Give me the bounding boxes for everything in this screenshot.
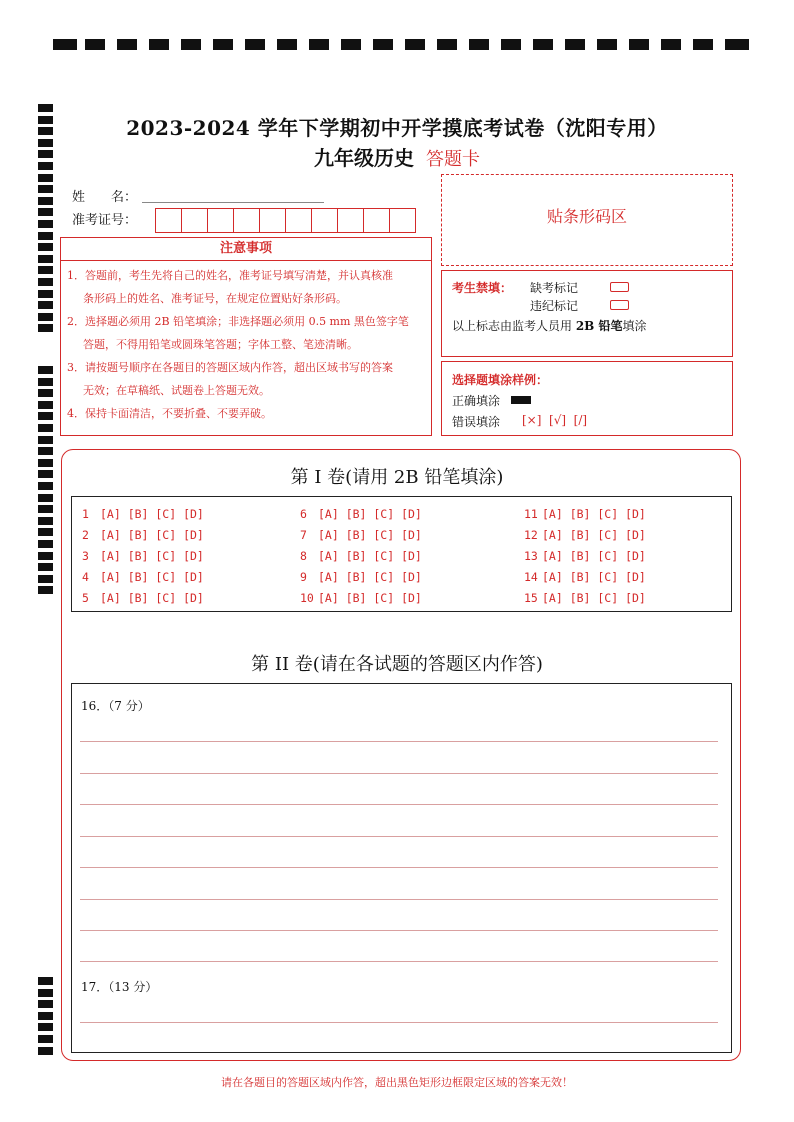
id-digit-box[interactable] — [363, 208, 390, 233]
mcq-item[interactable] — [524, 528, 646, 542]
timing-mark — [38, 220, 53, 228]
mcq-number: 3 — [82, 549, 89, 563]
id-digit-box[interactable] — [155, 208, 182, 233]
page-title: 2023-2024 学年下学期初中开学摸底考试卷（沈阳专用） — [126, 116, 668, 140]
id-label: 准考证号： — [72, 213, 138, 228]
mcq-item[interactable] — [300, 570, 422, 584]
subject-title: 九年级历史 — [314, 146, 414, 170]
mcq-options[interactable]: [A] [B] [C] [D] — [318, 570, 422, 584]
violation-label: 违纪标记 — [530, 299, 579, 313]
answer-line[interactable] — [80, 741, 718, 742]
mcq-options[interactable]: [A] [B] [C] [D] — [100, 528, 204, 542]
answer-line[interactable] — [80, 867, 718, 868]
id-digit-box[interactable] — [181, 208, 208, 233]
mcq-options[interactable]: [A] [B] [C] [D] — [542, 507, 646, 521]
timing-mark — [38, 290, 53, 298]
answer-card-label: 答题卡 — [426, 149, 480, 170]
mcq-item[interactable] — [300, 507, 422, 521]
id-digit-box[interactable] — [337, 208, 364, 233]
timing-mark — [38, 243, 53, 251]
notice-item: 无效；在草稿纸、试题卷上答题无效。 — [83, 384, 270, 397]
timing-mark — [38, 1035, 53, 1043]
timing-mark — [38, 563, 53, 571]
timing-mark — [38, 517, 53, 525]
timing-mark — [693, 39, 713, 50]
notice-box — [60, 237, 432, 436]
mcq-item[interactable] — [524, 507, 646, 521]
examiner-note-prefix: 以上标志由监考人员用 — [452, 319, 576, 333]
notice-title: 注意事项 — [61, 238, 431, 261]
notice-item: 答题，不得用铅笔或圆珠笔答题；字体工整、笔迹清晰。 — [83, 338, 358, 351]
timing-mark — [661, 39, 681, 50]
timing-mark — [38, 1023, 53, 1031]
absent-mark-box[interactable] — [610, 282, 629, 292]
timing-mark — [38, 989, 53, 997]
timing-mark — [437, 39, 457, 50]
timing-mark — [38, 232, 53, 240]
absent-label: 缺考标记 — [530, 281, 579, 295]
barcode-area — [441, 174, 733, 266]
answer-box — [71, 683, 732, 1053]
notice-item: 1．答题前，考生先将自己的姓名，准考证号填写清楚，并认真核准 — [67, 269, 393, 282]
answer-line[interactable] — [80, 1022, 718, 1023]
timing-mark — [38, 586, 53, 594]
timing-mark — [38, 552, 53, 560]
mcq-grid — [71, 496, 732, 612]
examiner-note-suffix: 填涂 — [622, 319, 647, 333]
notice-item: 4．保持卡面清洁，不要折叠、不要弄破。 — [67, 407, 272, 420]
mcq-item[interactable] — [524, 591, 646, 605]
mcq-item[interactable] — [524, 570, 646, 584]
timing-mark — [373, 39, 393, 50]
timing-mark — [38, 366, 53, 374]
mcq-options[interactable]: [A] [B] [C] [D] — [100, 549, 204, 563]
timing-mark — [181, 39, 201, 50]
footer-warning: 请在各题目的答题区域内作答，超出黑色矩形边框限定区域的答案无效！ — [221, 1076, 573, 1089]
mcq-number: 15 — [524, 591, 538, 605]
timing-mark — [38, 266, 53, 274]
answer-line[interactable] — [80, 773, 718, 774]
answer-line[interactable] — [80, 804, 718, 805]
timing-mark — [38, 505, 53, 513]
mcq-number: 8 — [300, 549, 307, 563]
mcq-number: 11 — [524, 507, 538, 521]
timing-mark — [38, 1000, 53, 1008]
question-17-label: 17．（13 分） — [81, 980, 158, 994]
answer-line[interactable] — [80, 836, 718, 837]
mcq-item[interactable] — [300, 528, 422, 542]
mcq-number: 6 — [300, 507, 307, 521]
mcq-number: 9 — [300, 570, 307, 584]
timing-mark — [38, 412, 53, 420]
exam-id-boxes[interactable] — [155, 208, 415, 233]
mcq-options[interactable]: [A] [B] [C] [D] — [318, 507, 422, 521]
notice-item: 条形码上的姓名、准考证号，在规定位置贴好条形码。 — [83, 292, 347, 305]
timing-mark — [85, 39, 105, 50]
mcq-number: 10 — [300, 591, 314, 605]
timing-mark — [38, 1012, 53, 1020]
timing-mark — [38, 324, 53, 332]
fill-sample-title: 选择题填涂样例： — [452, 373, 549, 387]
timing-mark — [38, 977, 53, 985]
examiner-note — [452, 317, 647, 334]
timing-mark — [405, 39, 425, 50]
timing-mark — [38, 104, 53, 112]
mcq-item[interactable] — [82, 549, 204, 563]
timing-mark — [38, 197, 53, 205]
examiner-only-box — [441, 270, 733, 357]
timing-mark — [341, 39, 361, 50]
section1-title: 第 I 卷(请用 2B 铅笔填涂) — [290, 467, 504, 488]
id-digit-box[interactable] — [311, 208, 338, 233]
answer-line[interactable] — [80, 899, 718, 900]
notice-item: 3．请按题号顺序在各题目的答题区域内作答，超出区域书写的答案 — [67, 361, 393, 374]
timing-mark — [38, 424, 53, 432]
timing-mark — [469, 39, 489, 50]
name-field[interactable] — [142, 201, 324, 203]
timing-mark — [597, 39, 617, 50]
mcq-number: 2 — [82, 528, 89, 542]
examiner-only-title: 考生禁填： — [452, 281, 513, 295]
name-label: 姓 名： — [72, 190, 138, 205]
mcq-options[interactable]: [A] [B] [C] [D] — [542, 570, 646, 584]
timing-mark — [38, 540, 53, 548]
id-digit-box[interactable] — [389, 208, 416, 233]
mcq-item[interactable] — [524, 549, 646, 563]
timing-mark — [565, 39, 585, 50]
timing-mark — [38, 436, 53, 444]
timing-mark — [725, 39, 749, 50]
examiner-note-bold: 2B 铅笔 — [575, 319, 623, 333]
timing-mark — [117, 39, 137, 50]
correct-fill-label: 正确填涂 — [452, 394, 501, 408]
wrong-fill-label: 错误填涂 — [452, 415, 501, 429]
timing-mark — [53, 39, 77, 50]
notice-item: 2．选择题必须用 2B 铅笔填涂；非选择题必须用 0.5 mm 黑色签字笔 — [67, 315, 409, 328]
mcq-options[interactable]: [A] [B] [C] [D] — [100, 507, 204, 521]
mcq-number: 1 — [82, 507, 89, 521]
timing-mark — [501, 39, 521, 50]
timing-mark — [38, 174, 53, 182]
correct-fill-sample — [511, 396, 531, 404]
timing-mark — [149, 39, 169, 50]
top-timing-marks — [53, 39, 749, 52]
page-subtitle — [0, 142, 794, 171]
mcq-number: 5 — [82, 591, 89, 605]
timing-mark — [38, 313, 53, 321]
timing-mark — [38, 208, 53, 216]
mcq-number: 12 — [524, 528, 538, 542]
answer-line[interactable] — [80, 930, 718, 931]
timing-mark — [309, 39, 329, 50]
timing-mark — [38, 494, 53, 502]
mcq-item[interactable] — [300, 591, 422, 605]
timing-mark — [38, 185, 53, 193]
id-digit-box[interactable] — [233, 208, 260, 233]
wrong-fill-sample: [×] [√] [/] — [522, 413, 588, 427]
timing-mark — [629, 39, 649, 50]
barcode-label: 贴条形码区 — [546, 207, 627, 226]
id-digit-box[interactable] — [259, 208, 286, 233]
timing-mark — [38, 401, 53, 409]
timing-mark — [38, 378, 53, 386]
timing-mark — [38, 528, 53, 536]
timing-mark — [245, 39, 265, 50]
mcq-item[interactable] — [82, 507, 204, 521]
timing-mark — [38, 1047, 53, 1055]
section2-title: 第 II 卷(请在各试题的答题区内作答) — [251, 654, 543, 675]
mcq-item[interactable] — [82, 570, 204, 584]
mcq-number: 14 — [524, 570, 538, 584]
fill-sample-box — [441, 361, 733, 436]
mcq-options[interactable]: [A] [B] [C] [D] — [542, 549, 646, 563]
id-digit-box[interactable] — [207, 208, 234, 233]
timing-mark — [38, 301, 53, 309]
timing-mark — [277, 39, 297, 50]
mcq-options[interactable]: [A] [B] [C] [D] — [100, 591, 204, 605]
timing-mark — [38, 278, 53, 286]
mcq-options[interactable]: [A] [B] [C] [D] — [318, 591, 422, 605]
mcq-number: 13 — [524, 549, 538, 563]
mcq-item[interactable] — [82, 591, 204, 605]
timing-mark — [38, 447, 53, 455]
question-16-label: 16．（7 分） — [81, 699, 150, 713]
timing-mark — [38, 575, 53, 583]
id-digit-box[interactable] — [285, 208, 312, 233]
violation-mark-box[interactable] — [610, 300, 629, 310]
timing-mark — [38, 389, 53, 397]
mcq-options[interactable]: [A] [B] [C] [D] — [542, 528, 646, 542]
mcq-options[interactable]: [A] [B] [C] [D] — [100, 570, 204, 584]
timing-mark — [38, 255, 53, 263]
timing-mark — [533, 39, 553, 50]
mcq-item[interactable] — [300, 549, 422, 563]
mcq-item[interactable] — [82, 528, 204, 542]
mcq-options[interactable]: [A] [B] [C] [D] — [318, 528, 422, 542]
timing-mark — [213, 39, 233, 50]
mcq-number: 4 — [82, 570, 89, 584]
mcq-options[interactable]: [A] [B] [C] [D] — [542, 591, 646, 605]
answer-line[interactable] — [80, 961, 718, 962]
mcq-options[interactable]: [A] [B] [C] [D] — [318, 549, 422, 563]
mcq-number: 7 — [300, 528, 307, 542]
